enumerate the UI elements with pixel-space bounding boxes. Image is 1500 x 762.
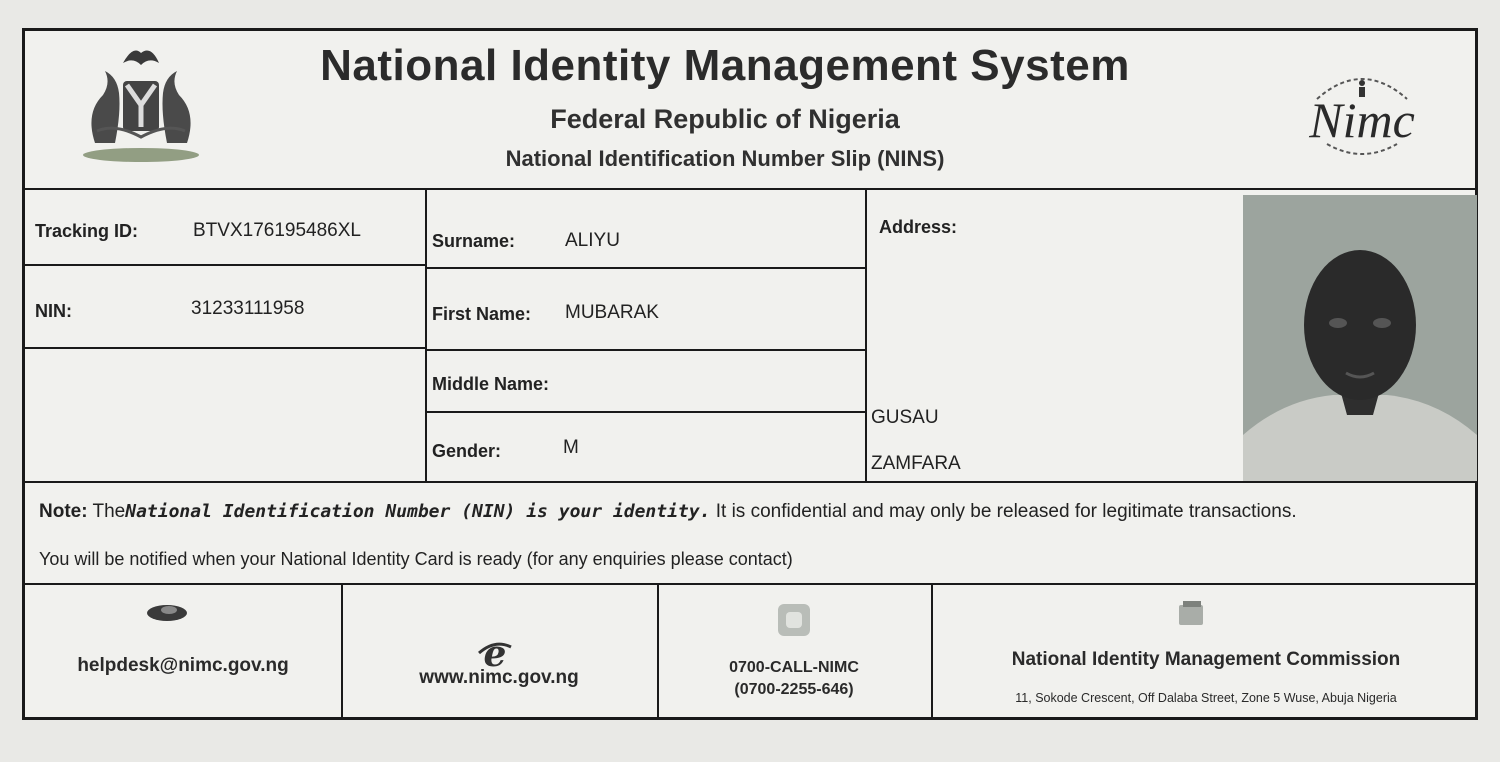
page-subtitle: Federal Republic of Nigeria xyxy=(550,104,900,134)
note-emphasis: National Identification Number (NIN) is your identity. xyxy=(125,501,711,522)
notify-text: You will be notified when your National Identity Card is ready (for any enquiries please contact) xyxy=(39,549,793,569)
svg-text:e: e xyxy=(483,635,507,671)
slip-title: National Identification Number Slip (NINS) xyxy=(505,146,945,171)
address-label: Address: xyxy=(879,217,958,237)
first-name-label: First Name: xyxy=(432,304,532,324)
phone-line-2: (0700-2255-646) xyxy=(734,681,854,698)
page-title: National Identity Management System xyxy=(320,41,1130,90)
tracking-id-value: BTVX176195486XL xyxy=(193,220,361,241)
gender-value: M xyxy=(563,437,579,458)
website-link[interactable]: www.nimc.gov.ng xyxy=(419,667,579,688)
note-text xyxy=(39,501,1297,523)
note-rest: It is confidential and may only be released for legitimate transactions. xyxy=(710,501,1297,522)
nin-value: 31233111958 xyxy=(191,298,305,319)
nimc-logo-text: Nimc xyxy=(1309,92,1415,148)
tracking-id-label: Tracking ID: xyxy=(35,221,139,241)
portrait-icon xyxy=(1243,195,1477,481)
note-label: Note: xyxy=(39,501,88,522)
nimc-logo-icon xyxy=(1287,59,1437,159)
surname-label: Surname: xyxy=(432,231,516,251)
org-name: National Identity Management Commission xyxy=(1011,649,1401,670)
helpdesk-email: helpdesk@nimc.gov.ng xyxy=(77,655,289,676)
address-line-1: GUSAU xyxy=(871,407,939,428)
address-icon xyxy=(1175,597,1209,631)
first-name-value: MUBARAK xyxy=(565,302,659,323)
gender-label: Gender: xyxy=(432,441,502,461)
phone-line-1: 0700-CALL-NIMC xyxy=(729,659,859,676)
nin-slip xyxy=(22,28,1478,720)
note-prefix: The xyxy=(92,501,126,522)
email-icon xyxy=(145,601,189,623)
address-line-2: ZAMFARA xyxy=(871,453,961,474)
middle-name-label: Middle Name: xyxy=(432,374,550,394)
passport-photo xyxy=(1243,195,1477,481)
phone-icon xyxy=(777,603,811,637)
nin-label: NIN: xyxy=(35,301,72,321)
surname-value: ALIYU xyxy=(565,230,620,251)
org-address: 11, Sokode Crescent, Off Dalaba Street, Zone 5 Wuse, Abuja Nigeria xyxy=(1015,691,1397,705)
browser-icon xyxy=(477,635,513,671)
